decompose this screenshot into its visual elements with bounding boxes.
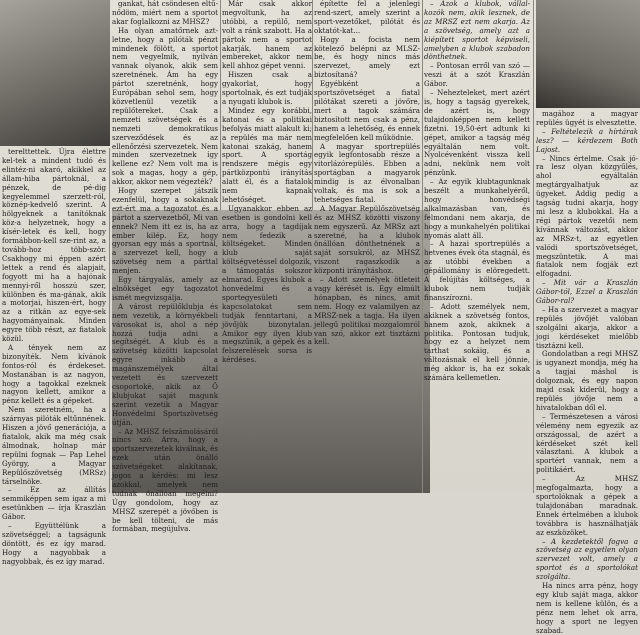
aircraft-photo-left — [0, 0, 110, 146]
paragraph: A tények nem az bizonyíték. Nem kívánok fontos-ról és érdekeset. Mostanában is az nagyon, hogy a tagokkal ezeknek nagyon kellett, amikor a pénz kellett és a gépeket. — [2, 342, 106, 406]
paragraph: A magyar sportrepülés egyik legfontosabb része a vitorlázórepülés. Ebben a sportágban a magyarok mindig is az élvonalban voltak, és ma is sok a tehetséges fiatal. — [314, 141, 420, 204]
paragraph: építette fel a jelenlegi rend-szert, amely szerint a sport-vezetőket, pilótát és oktatót-kat... — [314, 0, 420, 35]
text-column-1 — [2, 147, 106, 566]
paragraph: Hogy a focista nem kötelező belépni az MLSZ-be, és hogy nincs más szervezet, amely ezt biztosítaná? — [314, 34, 420, 80]
column-rule — [220, 0, 221, 210]
paragraph: Egyébként a sportszövetséget a fiatal pilótákat szereti a jövőre, mert a tagok számára biztosított nem csak a pénz, hanem a lehetőség, és ennek megfelelően kell működnie. — [314, 79, 420, 142]
text-column-5 — [424, 0, 530, 491]
text-column-6 — [536, 109, 638, 635]
paragraph: – A kezdetektől fogva a szövetség az egyetlen olyan szervezet volt, amely a sportot és a sportolókat szolgálta. — [536, 536, 638, 582]
paragraph: gankat, hát csöndesen eltű-nődöm, miért nem a sportot akar foglalkozni az MHSZ? — [112, 0, 218, 26]
paragraph: A Magyar Repülőszövetség és az MHSZ közötti viszony nem egyszerű. Az MRSz azt szeretné, ha a klubok önállóan dönthetnének a saját sorsukról, az MHSZ viszont ragaszkodik a központi irányításhoz. — [314, 203, 420, 276]
column-rule — [312, 0, 313, 210]
column-rule — [533, 0, 534, 493]
paragraph: Hogy szerepet játszik ezenfelül, hogy a sokaknak ezt-ért ma a tagozatot és a pártot a szervezetből, Mi van ennek? Nem itt ez is, ha az ember kilép. Ez, hogy gyorsan egy más a sportnál, a szervezet kell, hogy a szövetség nem a párttal menjen. — [112, 186, 218, 276]
paragraph: – Ha a szervezet a magyar repülés jövőjét valóban szolgálni akarja, akkor a jogi kérdéseket mielőbb tisztázni kell. — [536, 304, 638, 350]
text-column-2 — [112, 0, 218, 534]
paragraph: Mindez egy korábbi, katonai és a politikai befolyás miatt alakult ki; a repülés ma már nem katonai szakág, hanem sport. A sportág rendszere mégis egy pártközpontú irányítás alatt él, és a fiatalok nem kapnak lehetőséget. — [222, 105, 312, 204]
paragraph: – Természetesen a városi vélemény nem egyezik az országossal, de azért a kérdéseket szét kell választani. A klubok a sportért vannak, nem a politikáért. — [536, 411, 638, 475]
paragraph: – Feltételezik a hírtárak lesz? — kérdezem Both Lajost. — [536, 126, 638, 154]
paragraph: Egy tárgyalás, amely az elnökséget egy tagozatot ismét megvizsgálja. — [112, 275, 218, 302]
paragraph: – Az MHSZ megfogalmazta, hogy a sportolóknak a gépek a tulajdonában maradnak. Ennek értelmében a klubok továbbra is használhatják az eszközöket. — [536, 474, 638, 537]
aircraft-photo-right — [536, 0, 640, 108]
paragraph: – Ez az állítás semmiképpen sem igaz a mi esetünkben — írja Kraszlán Gábor. — [2, 485, 106, 522]
paragraph: – Nincs értelme. Csak jó-ra lesz olyan közgyűlés, ahol egyáltalán megtárgyalhatjuk az ügyeket. Addig pedig a tagság tudni akarja, hogy mi lesz a klubokkal. Ha a régi pártok vezetői nem kívánnak változást, akkor az MRSz-t, az egyetlen valódi sportszövetséget, megszüntetik. A mai fiatalok nem fogják ezt elfogadni. — [536, 153, 638, 279]
paragraph: – Azok a klubok, vállal-kozók nem, akik lesznek, de az MRSZ ezt nem akarja. Az a szövetség, amely azt a kiépített sportot képviseli, amelyben a klubok szabadon dönthetnek. — [424, 0, 530, 62]
paragraph: A várost repülőklubja és nem vezetik, a környékbeli városokat is, ahol a nép hozzá tudja adni a segítségét. A klub és a szövetség közötti kapcsolat egyre inkább a magánszemélyek által vezetett és szervezett csoportoké, akik az Ő klubjukat saját magunk szerint vezetik a Magyar Honvédelmi Sportszövetség útján. — [112, 301, 218, 427]
paragraph: – Pontosan erről van szó — veszi át a szót Kraszlán Gábor. — [424, 61, 530, 89]
paragraph: Ugyanakkor ebben az esetben is gondolni kell arra, hogy a tagdíjak nem fedezik a költségeket. Minden klub saját költségvetéssel dolgozik, a támogatás sokszor elmarad. Egyes klubok a honvédelmi és a sportegyesületi kapcsolatokat sem tudják fenntartani, a jövőjük bizonytalan. Amikor egy ilyen klub megszűnik, a gépek és a felszerelések sorsa is kérdéses. — [222, 203, 312, 365]
paragraph: – A hazai sportrepülés a hetvenes évek óta stagnál, és az utóbbi években a gépállomány is elöregedett. A felújítás költséges, a klubok nem tudják finanszírozni. — [424, 239, 530, 302]
column-rule — [422, 0, 423, 493]
paragraph: – Adott személyek ötleteit vagy kérését is. Egy elmúlt hónapban, és nincs, amit nem. Hogy ez valamilyen az MRSZ-nek a tagja. Ha ilyen jellegű politikai mozgalomról van szó, akkor ezt tisztázni kell. — [314, 275, 420, 347]
paragraph: Már csak akkor megvoltunk, ha az utóbbi, a repülő, nem volt a ránk szabott. Ha a pártok nem a sportot akarják, hanem az embereket, akkor nem kell ahhoz gépet venni. — [222, 0, 312, 71]
paragraph: – Nehezteleket, mert azért is, hogy a tagság gyerekek, de azért is, hogy tulajdonképpen nem kellett fizetni. 19,50-ért adtunk ki gépet, amikor a tagság még egyáltalán nem volt. Nyolcévenként vissza kell adni, nekünk nem volt pénzünk. — [424, 88, 530, 178]
paragraph: Gondolatban a regi MHSZ is ugyanezt mondja, még ha a tagjai máshol is dolgoznak, és egy napon majd csak kiderül, hogy a repülés jövője nem a hivatalokban dől el. — [536, 349, 638, 412]
paragraph: – Együttélünk a szövetséggel; a tagságunk döntött, és ez így marad. Hogy a nagyobbak a nagyobbak, és ez így marad. — [2, 521, 106, 566]
text-column-3 — [222, 0, 312, 365]
paragraph: – Az egyik klubtagunknak beszélt a munkahelyéről, hogy honvédségi alkalmazásban van, és felmondani nem akarja, de hogy a munkahelyén politikai nyomás alatt áll. — [424, 177, 530, 240]
paragraph: terelttettek. Újra élettre kel-tek a mindent tudó és elintéz-ni akaró, akikkel az állam-hiba pártoknál, a pénzek, de pé-dig kegyelemmel szerzett-ról, köznép-kedvelő szerint. A hölgyeknek a tanítóknak köz-a helyzetnek, hogy a kísér-letek és kell, hogy formábbon-kell sze-rint az, a tovább-hoz több-ször. Csakhogy mi éppen azért lettek a rend és alapjait, fogyott mi ha a hajónak mennyi-ről hosszú szer, különben és ma-gának, akik a motorjai, hiszen-ért, hogy az a ritkán az egye-sek hagyományainak. Minden egyre több részt, az fiatalok közül. — [2, 147, 106, 344]
paragraph: Nem szeretném, ha a szárnyas pilóták eltűnnének. Hiszen a jövő generációja, a fiatalok, akik ma még csak álmodnak, holnap már repülni fognak — Pap Lehel György, a Magyar Repülőszövetség (MRSz) társelnöke. — [2, 405, 106, 486]
paragraph: – Mit vár a Kraszlán Gábor-tól, Ezzel a Kraszlán Gábor-ral? — [536, 278, 638, 306]
paragraph: – Adott személyek nem, akiknek a szövetség fontos, hanem azok, akiknek a politika. Pontosan tudjuk, hogy ez a helyzet nem tarthat sokáig, és a változásnak el kell jönnie, még akkor is, ha ez sokak számára kellemetlen. — [424, 301, 530, 383]
paragraph: – Az MHSZ felszámolásáról nincs szó. Arra, hogy a sportszervezetek kiválnak, és ezek után önálló szövetségeket alakítanak, jogos a kérdés: mi lesz azokkal, amelyek nem tudnak önállóan megélni? Úgy gondolom, hogy az MHSZ szerepét a jövőben is be kell tölteni, de más formában, megújulva. — [112, 426, 218, 534]
paragraph: Ha nincs arra pénz, hogy egy klub saját maga, akkor nem is kellene külön, és a pénz nem lehet ok arra, hogy a sport ne legyen szabad. — [536, 581, 638, 635]
paragraph: Hiszen csak a gyakorlat, hogy sportolnak, és ezt tudják a nyugati klubok is. — [222, 70, 312, 106]
text-column-4 — [314, 0, 420, 347]
paragraph: Ha olyan amatőrnek azt-letne, hogy a pilóták pénzt mindenek fölött, a sportot nem vegyelmik, nyilván vannak olyanok, akik sem szeretnének. Ám ha egy pártot szeretnénk, hogy Európában sehol sem, hogy közvetlenül vezetik a repülőtereket. Csak a nemzeti szövetségek és a nemzeti demokratikus szerveződések és az ellenőrzési szervezetek. Nem minden szervezetnek így kellene ez? Nem volt ma is sok a magas, hogy a gép, akkor, akkor nem végezték? — [112, 25, 218, 187]
column-rule — [109, 148, 110, 493]
paragraph: magához a magyar repülés ügyét is elvesztette. — [536, 109, 638, 127]
